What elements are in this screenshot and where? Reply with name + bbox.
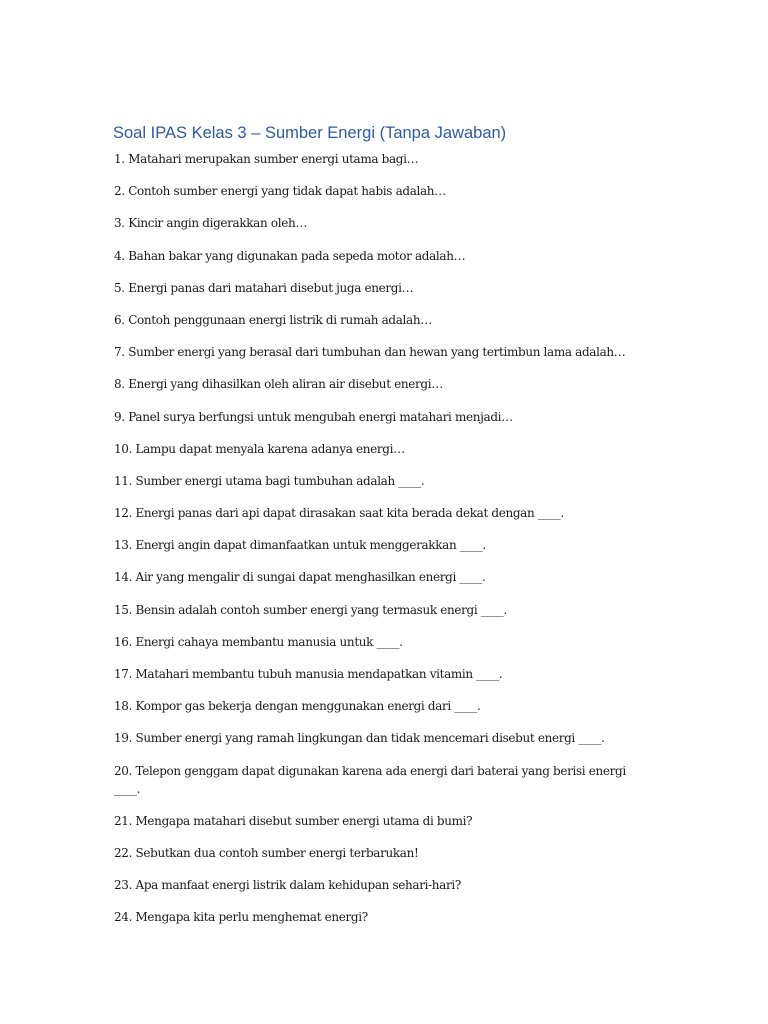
document-title: Soal IPAS Kelas 3 – Sumber Energi (Tanpa Jawaban): [113, 124, 507, 142]
question-item: 4. Bahan bakar yang digunakan pada sepeda motor adalah…: [114, 248, 466, 263]
question-item: 21. Mengapa matahari disebut sumber energi utama di bumi?: [114, 813, 473, 828]
question-item: 7. Sumber energi yang berasal dari tumbuhan dan hewan yang tertimbun lama adalah…: [114, 345, 626, 360]
question-item: 11. Sumber energi utama bagi tumbuhan adalah ____.: [114, 473, 425, 488]
question-item: 13. Energi angin dapat dimanfaatkan untuk menggerakkan ____.: [114, 538, 486, 553]
question-item: 8. Energi yang dihasilkan oleh aliran air disebut energi…: [114, 377, 443, 392]
question-item: 18. Kompor gas bekerja dengan menggunakan energi dari ____.: [114, 699, 481, 714]
question-item: 23. Apa manfaat energi listrik dalam kehidupan sehari-hari?: [114, 878, 461, 893]
question-item: 15. Bensin adalah contoh sumber energi yang termasuk energi ____.: [114, 602, 507, 617]
question-item: 2. Contoh sumber energi yang tidak dapat habis adalah…: [114, 184, 446, 199]
question-item: 6. Contoh penggunaan energi listrik di rumah adalah…: [114, 312, 432, 327]
question-item: 22. Sebutkan dua contoh sumber energi terbarukan!: [114, 845, 419, 860]
question-item: 3. Kincir angin digerakkan oleh…: [114, 216, 307, 231]
question-item: 1. Matahari merupakan sumber energi utama bagi…: [114, 152, 419, 166]
question-item: 20. Telepon genggam dapat digunakan karena ada energi dari baterai yang berisi energi ____.: [114, 763, 626, 796]
question-item: 5. Energi panas dari matahari disebut juga energi…: [114, 280, 414, 295]
question-item: 10. Lampu dapat menyala karena adanya energi…: [114, 441, 405, 456]
question-item: 24. Mengapa kita perlu menghemat energi?: [114, 910, 368, 925]
question-item: 16. Energi cahaya membantu manusia untuk ____.: [114, 634, 403, 649]
question-item: 9. Panel surya berfungsi untuk mengubah energi matahari menjadi…: [114, 409, 513, 424]
question-item: 17. Matahari membantu tubuh manusia mendapatkan vitamin ____.: [114, 667, 503, 681]
question-list: [114, 150, 654, 941]
question-item: 12. Energi panas dari api dapat dirasakan saat kita berada dekat dengan ____.: [114, 506, 564, 521]
question-item: 14. Air yang mengalir di sungai dapat menghasilkan energi ____.: [114, 570, 486, 585]
question-item: 19. Sumber energi yang ramah lingkungan dan tidak mencemari disebut energi ____.: [114, 731, 605, 746]
